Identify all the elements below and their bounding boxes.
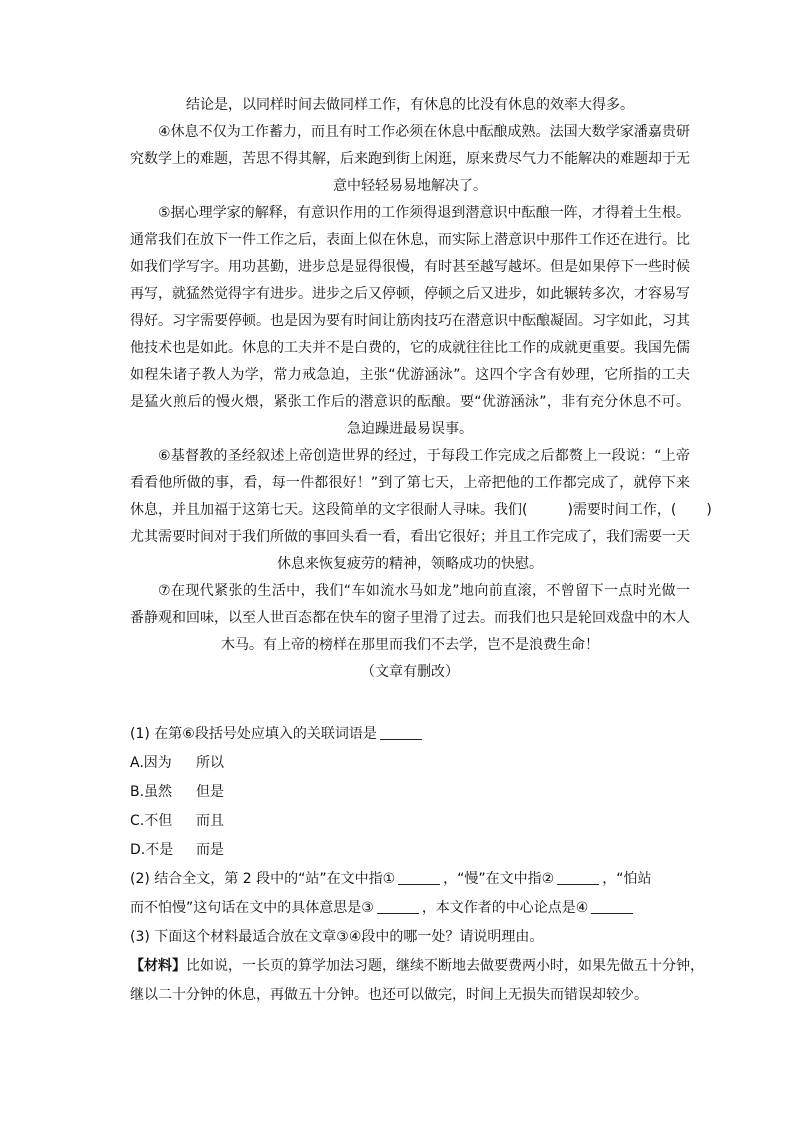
question-text: (1) 在第⑥段括号处应填入的关联词语是	[130, 726, 377, 742]
passage-line: 看看他所做的事，看，每一件都很好！”到了第七天，上帝把他的工作都完成了，就停下来	[130, 475, 690, 491]
passage-line: 休息来恢复疲劳的精神，领略成功的快慰。	[277, 556, 543, 572]
passage-line: ⑦在现代紧张的生活中，我们“车如流水马如龙”地向前直滚，不曾留下一点时光做一	[158, 583, 690, 599]
passage-line: ④休息不仅为工作蓄力，而且有时工作必须在休息中酝酿成熟。法国大数学家潘嘉贵研	[158, 124, 690, 140]
source-note: （文章有删改）	[361, 664, 459, 680]
material-text: 比如说，一长页的算学加法习题，继续不断地去做要费两小时，如果先做五十分钟，	[186, 958, 704, 974]
question-text: (2) 结合全文，第 2 段中的“站”在文中指①	[130, 871, 396, 887]
passage-text: )需要时间工作，(	[567, 502, 677, 518]
question-text: ，“怕站	[602, 871, 652, 887]
answer-blank[interactable]	[380, 725, 422, 740]
option-key: D.不是	[130, 842, 174, 858]
answer-blank[interactable]	[377, 899, 419, 914]
passage	[130, 92, 712, 686]
answer-blank[interactable]	[591, 899, 633, 914]
passage-line: 番静观和回味，以至人世百态都在快车的窗子里滑了过去。而我们也只是轮回戏盘中的木人	[130, 610, 690, 626]
question-2-line-2	[130, 894, 702, 923]
passage-line: 究数学上的难题，苦思不得其解，后来跑到街上闲逛，原来费尽气力不能解决的难题却于无	[130, 151, 690, 167]
passage-line: 如我们学写字。用功甚勤，进步总是显得很慢，有时甚至越写越坏。但是如果停下一些时候	[130, 259, 690, 275]
question-text: ，“慢”在文中指②	[443, 871, 555, 887]
question-text: ，本文作者的中心论点是④	[421, 900, 589, 916]
material-line-2: 继以二十分钟的休息，再做五十分钟。也还可以做完，时间上无损失而错误却较少。	[130, 987, 648, 1003]
passage-line: 他技术也是如此。休息的工夫并不是白费的，它的成就往往比工作的成就更重要。我国先儒	[130, 340, 690, 356]
option-a[interactable]	[130, 749, 702, 778]
question-text: 而不怕慢”这句话在文中的具体意思是③	[130, 900, 374, 916]
option-key: B.虽然	[130, 784, 173, 800]
answer-blank[interactable]	[557, 870, 599, 885]
option-value: 而是	[196, 842, 224, 858]
passage-line: 尤其需要时间对于我们所做的事回头看一看，看出它很好；并且工作完成了，我们需要一天	[130, 529, 690, 545]
option-value: 但是	[196, 784, 224, 800]
option-c[interactable]	[130, 807, 702, 836]
passage-line: 得好。习字需要停顿。也是因为要有时间让筋肉技巧在潜意识中酝酿凝固。习字如此，习其	[130, 313, 690, 329]
passage-text: 休息，并且加福于这第七天。这段简单的文字很耐人寻味。我们(	[130, 502, 528, 518]
passage-line: 意中轻轻易易地解决了。	[333, 178, 487, 194]
question-3: (3) 下面这个材料最适合放在文章③④段中的哪一处？请说明理由。	[130, 929, 544, 945]
passage-line: 结论是，以同样时间去做同样工作，有休息的比没有休息的效率大得多。	[186, 97, 634, 113]
option-b[interactable]	[130, 778, 702, 807]
passage-line: 通常我们在放下一件工作之后，表面上似在休息，而实际上潜意识中那件工作还在进行。比	[130, 232, 690, 248]
option-key: A.因为	[130, 755, 172, 771]
passage-line: ⑤据心理学家的解释，有意识作用的工作须得退到潜意识中酝酿一阵，才得着土生根。	[158, 205, 690, 221]
material-tag: 【材料】	[130, 958, 186, 974]
option-value: 而且	[196, 813, 224, 829]
material-line-1	[130, 952, 702, 981]
passage-text: )	[706, 502, 712, 518]
passage-line: 如程朱诸子教人为学，常力戒急迫，主张“优游涵泳”。这四个字含有妙理，它所指的工夫	[130, 367, 690, 383]
option-value: 所以	[196, 755, 224, 771]
passage-line: 木马。有上帝的榜样在那里而我们不去学，岂不是浪费生命！	[221, 637, 599, 653]
option-d[interactable]	[130, 836, 702, 865]
passage-line: 是猛火煎后的慢火煨，紧张工作后的潜意识的酝酿。要“优游涵泳”，非有充分休息不可。	[130, 394, 690, 410]
answer-blank[interactable]	[398, 870, 440, 885]
option-key: C.不但	[130, 813, 173, 829]
passage-line: ⑥基督教的圣经叙述上帝创造世界的经过，于每段工作完成之后都赘上一段说：“上帝	[158, 448, 690, 464]
passage-line: 急迫躁进最易误事。	[347, 421, 473, 437]
questions	[130, 720, 702, 1010]
passage-line: 再写，就猛然觉得字有进步。进步之后又停顿，停顿之后又进步，如此辗转多次，才容易写	[130, 286, 690, 302]
passage-line-with-blanks	[130, 497, 712, 524]
question-2-line-1	[130, 865, 702, 894]
question-1	[130, 720, 702, 749]
